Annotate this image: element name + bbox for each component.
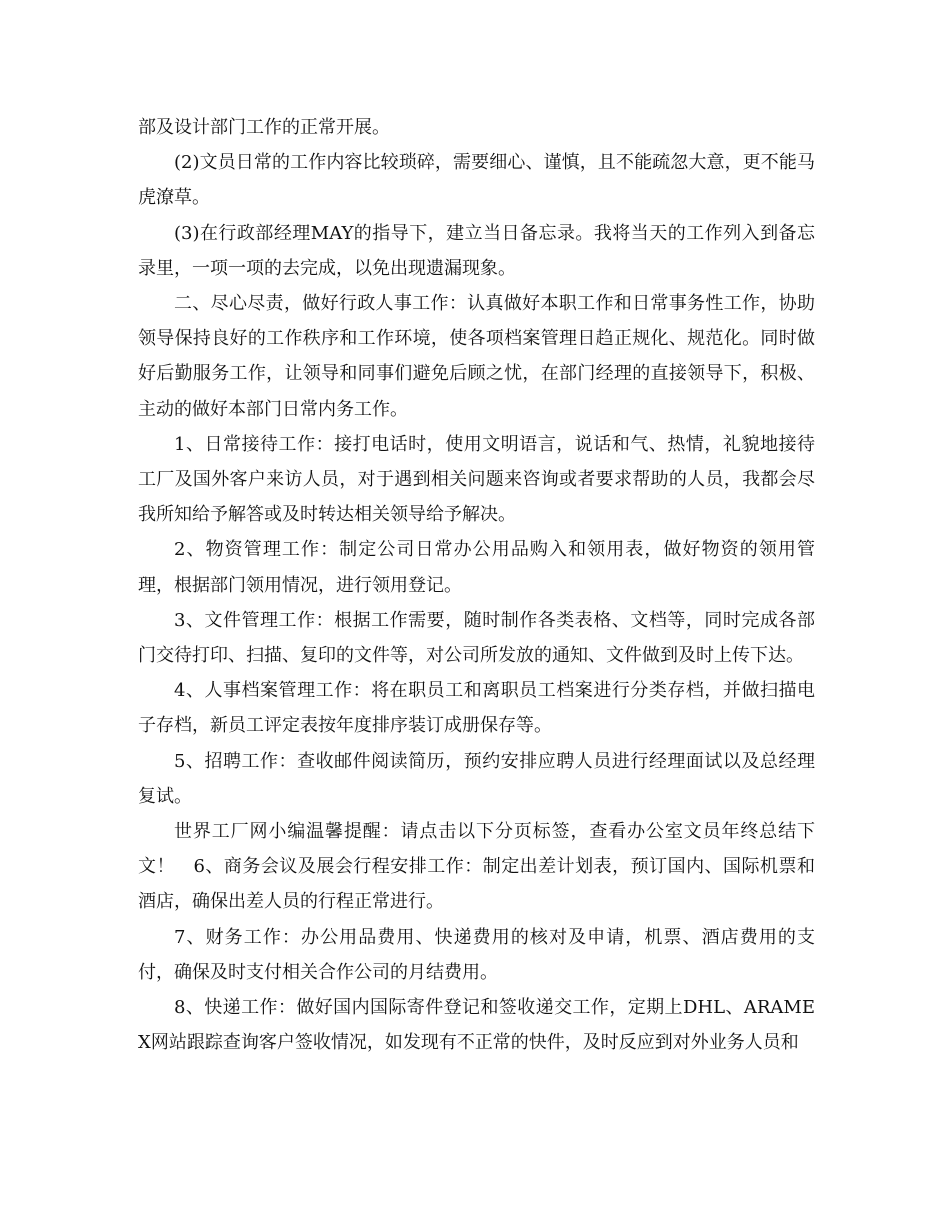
paragraph-item-2: (2)文员日常的工作内容比较琐碎，需要细心、谨慎，且不能疏忽大意，更不能马虎潦草。 (138, 152, 815, 209)
paragraph-personnel-files: 4、人事档案管理工作：将在职员工和离职员工档案进行分类存档，并做扫描电子存档，新员工评定表按年度排序装订成册保存等。 (138, 680, 815, 737)
paragraph-finance-work: 7、财务工作：办公用品费用、快递费用的核对及申请，机票、酒店费用的支付，确保及时支付相关合作公司的月结费用。 (138, 926, 815, 983)
paragraph-recruitment: 5、招聘工作：查收邮件阅读简历，预约安排应聘人员进行经理面试以及总经理复试。 (138, 750, 815, 807)
paragraph-item-3: (3)在行政部经理MAY的指导下，建立当日备忘录。我将当天的工作列入到备忘录里，一项一项的去完成，以免出现遗漏现象。 (138, 222, 815, 279)
paragraph-reminder-and-travel: 世界工厂网小编温馨提醒：请点击以下分页标签，查看办公室文员年终总结下文！ 6、商务会议及展会行程安排工作：制定出差计划表，预订国内、国际机票和酒店，确保出差人员的行程正常进行。 (138, 821, 815, 913)
paragraph-courier-work: 8、快递工作：做好国内国际寄件登记和签收递交工作，定期上DHL、ARAMEX网站跟踪查询客户签收情况，如发现有不正常的快件，及时反应到对外业务人员和 (138, 997, 815, 1054)
paragraph-reception-work: 1、日常接待工作：接打电话时，使用文明语言，说话和气、热情，礼貌地接待工厂及国外客户来访人员，对于遇到相关问题来咨询或者要求帮助的人员，我都会尽我所知给予解答或及时转达相关领导给予解决。 (138, 433, 815, 526)
paragraph-continuation: 部及设计部门工作的正常开展。 (138, 117, 390, 138)
paragraph-supplies-management: 2、物资管理工作：制定公司日常办公用品购入和领用表，做好物资的领用管理，根据部门领用情况，进行领用登记。 (138, 539, 815, 596)
paragraph-file-management: 3、文件管理工作：根据工作需要，随时制作各类表格、文档等，同时完成各部门交待打印、扫描、复印的文件等，对公司所发放的通知、文件做到及时上传下达。 (138, 609, 815, 667)
document-body (138, 110, 815, 1060)
paragraph-section-two: 二、尽心尽责，做好行政人事工作：认真做好本职工作和日常事务性工作，协助领导保持良好的工作秩序和工作环境，使各项档案管理日趋正规化、规范化。同时做好后勤服务工作，让领导和同事们避免后顾之忧，在部门经理的直接领导下，积极、主动的做好本部门日常内务工作。 (138, 293, 815, 420)
